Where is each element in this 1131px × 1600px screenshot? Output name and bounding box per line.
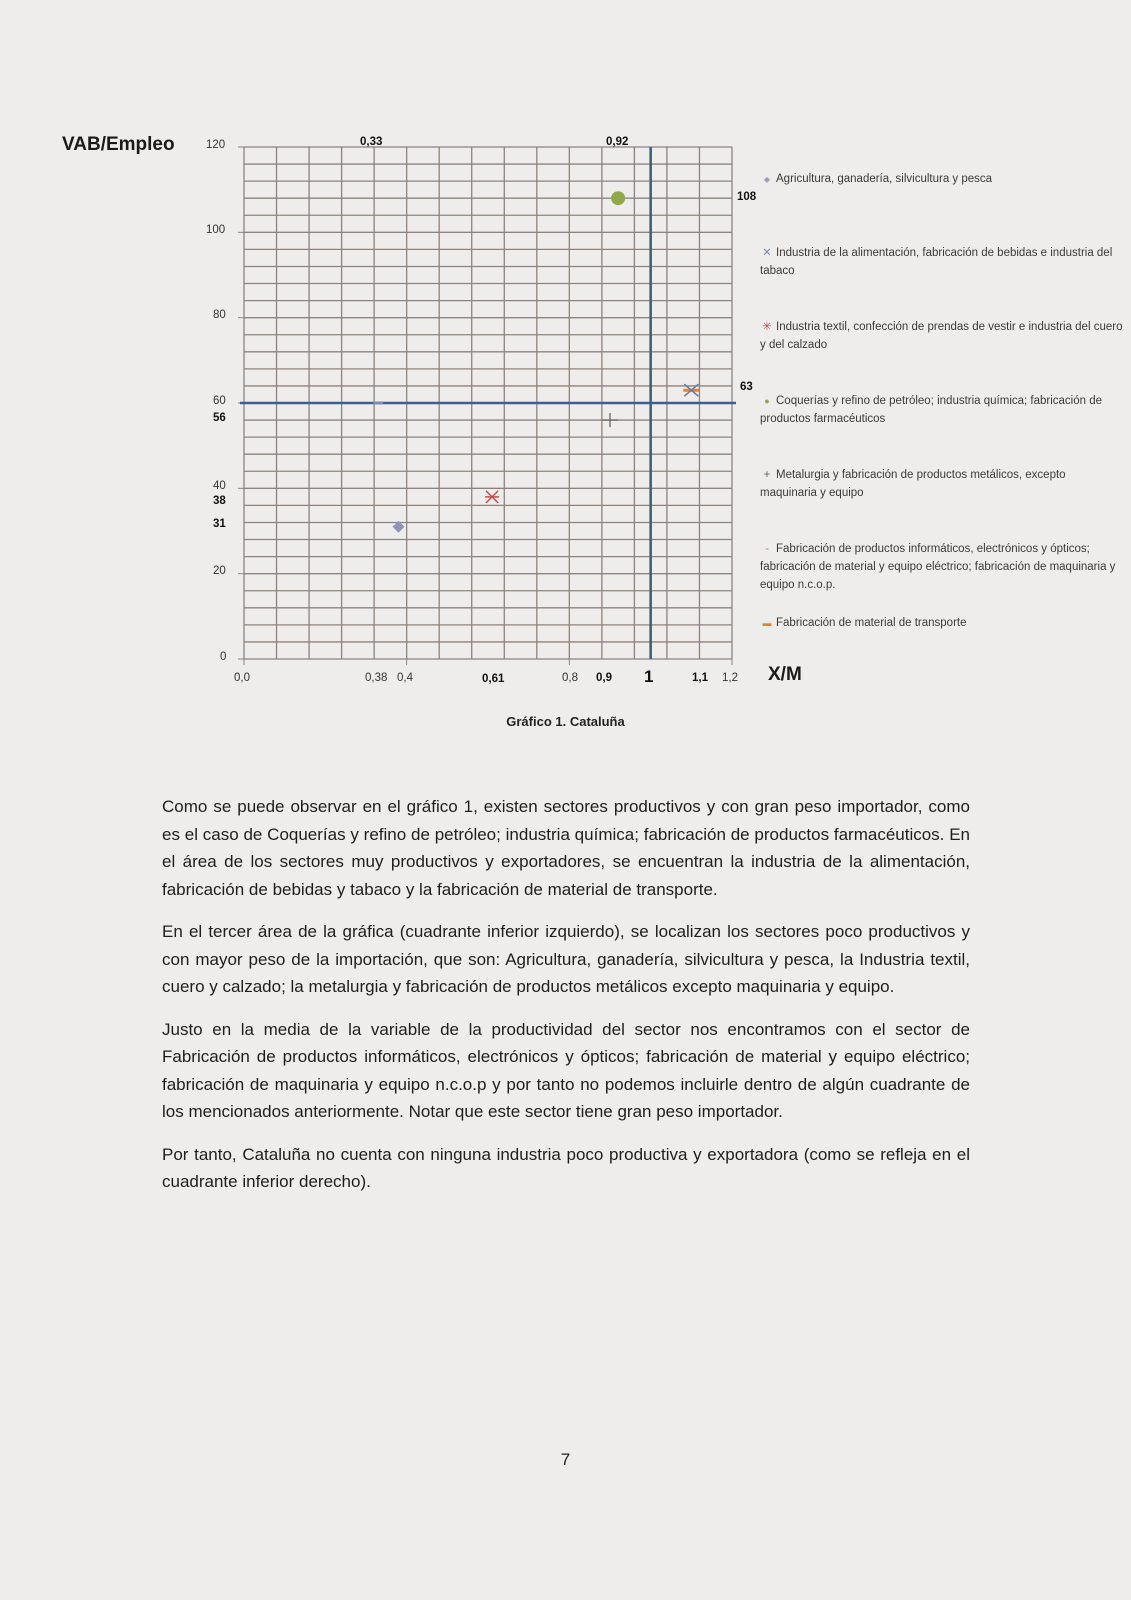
x-tick-04: 0,4	[397, 672, 413, 684]
y-tick-120: 120	[206, 139, 226, 151]
x-tick-0: 0,0	[234, 672, 250, 684]
annotation-108: 108	[737, 191, 757, 203]
plot-grid	[244, 147, 732, 659]
y-tick-60: 60	[213, 395, 226, 407]
y-axis-title: VAB/Empleo	[62, 134, 175, 155]
star-marker-icon: ✳	[762, 321, 772, 333]
x-tick-09: 0,9	[596, 672, 612, 684]
annotation-092: 0,92	[606, 136, 629, 148]
chart-caption: Gráfico 1. Cataluña	[506, 714, 625, 729]
data-point-circle	[611, 191, 625, 205]
y-tick-38: 38	[213, 495, 226, 507]
y-tick-80: 80	[213, 309, 226, 321]
legend-item-informaticos: - Fabricación de productos informáticos, electrónicos y ópticos; fabricación de material y equipo eléctrico; fabricación de maquinaria y equipo n.c.o.p.	[760, 540, 1125, 594]
paragraph-1: Como se puede observar en el gráfico 1, existen sectores productivos y con gran peso importador, como es el caso de Coquerías y refino de petróleo; industria química; fabricación de productos farmacéuticos. En el área de los sectores muy productivos y exportadores, se encuentran la industria de la alimentación, fabricación de bebidas y tabaco y la fabricación de material de transporte.	[162, 797, 970, 899]
x-tick-061: 0,61	[482, 673, 505, 685]
x-tick-08: 0,8	[562, 672, 578, 684]
x-marker-icon: ✕	[762, 247, 772, 259]
x-tick-1: 1	[644, 667, 654, 686]
scatter-plot	[244, 147, 732, 659]
annotation-033: 0,33	[360, 136, 383, 148]
legend-item-agricultura: ◆ Agricultura, ganadería, silvicultura y pesca	[760, 170, 1125, 189]
circle-marker-icon: ●	[764, 396, 770, 406]
orange-dash-marker-icon: ▬	[762, 618, 772, 628]
y-tick-100: 100	[206, 224, 226, 236]
legend-item-transporte: ▬ Fabricación de material de transporte	[760, 614, 1125, 632]
paragraph-2: En el tercer área de la gráfica (cuadrante inferior izquierdo), se localizan los sectores poco productivos y con mayor peso de la importación, que son: Agricultura, ganadería, silvicultura y pesca, la Industria textil, cuero y calzado; la metalurgia y fabricación de productos metálicos excepto maquinaria y equipo.	[162, 922, 970, 996]
plus-marker-icon: +	[763, 469, 771, 481]
paragraph-4: Por tanto, Cataluña no cuenta con ninguna industria poco productiva y exportadora (como se refleja en el cuadrante inferior derecho).	[162, 1144, 970, 1191]
data-point-plus	[602, 413, 618, 427]
body-text	[162, 793, 970, 1211]
diamond-marker-icon: ◆	[763, 175, 771, 184]
y-tick-20: 20	[213, 565, 226, 577]
x-tick-11: 1,1	[692, 672, 708, 684]
annotation-63: 63	[740, 381, 753, 393]
data-point-star	[485, 491, 499, 503]
y-tick-0: 0	[220, 651, 227, 663]
page-number: 7	[560, 1450, 571, 1469]
legend-item-coquerias: ● Coquerías y refino de petróleo; industria química; fabricación de productos farmacéuticos	[760, 392, 1125, 428]
y-tick-31: 31	[213, 518, 226, 530]
legend-item-textil: ✳ Industria textil, confección de prendas de vestir e industria del cuero y del calzado	[760, 318, 1125, 354]
paragraph-3: Justo en la media de la variable de la productividad del sector nos encontramos con el sector de Fabricación de productos informáticos, electrónicos y ópticos; fabricación de material y equipo eléctrico; fabricación de maquinaria y equipo n.c.o.p y por tanto no podemos incluirle dentro de algún cuadrante de los mencionados anteriormente. Notar que este sector tiene gran peso importador.	[162, 1019, 970, 1121]
x-tick-038: 0,38	[365, 672, 388, 684]
dash-marker-icon: -	[765, 543, 769, 555]
x-axis-title: X/M	[768, 664, 802, 685]
y-tick-56: 56	[213, 412, 226, 424]
legend-item-metalurgia: + Metalurgia y fabricación de productos metálicos, excepto maquinaria y equipo	[760, 466, 1125, 502]
legend-item-alimentacion: ✕ Industria de la alimentación, fabricación de bebidas e industria del tabaco	[760, 244, 1125, 280]
x-tick-12: 1,2	[722, 672, 738, 684]
y-tick-40: 40	[213, 480, 226, 492]
